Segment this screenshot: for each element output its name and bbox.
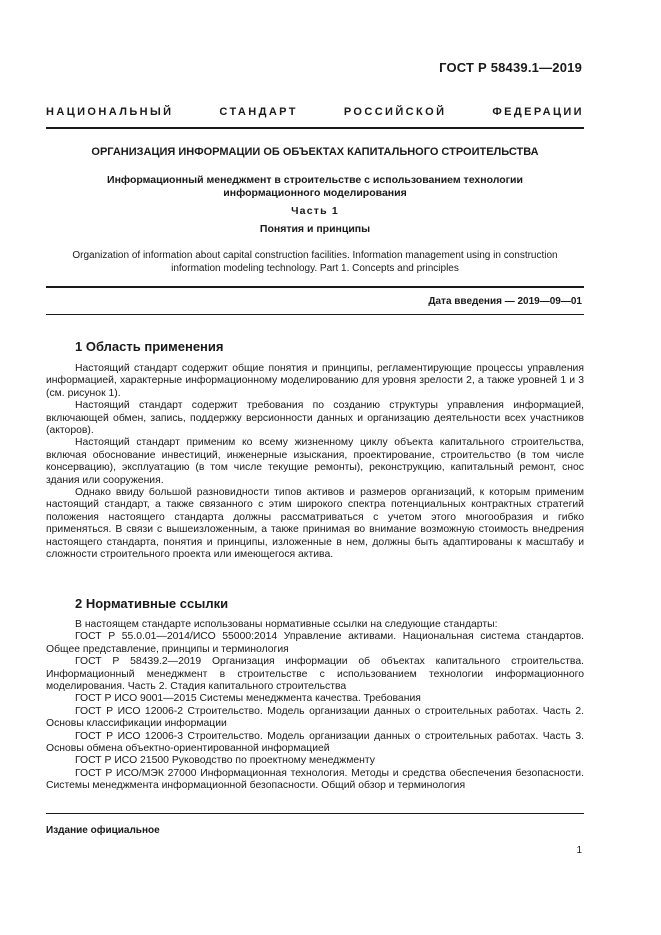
gost-code: ГОСТ Р 58439.1—2019	[439, 60, 582, 75]
section-1-paragraph: Настоящий стандарт содержит требования по созданию структуры управления информацией, включающей обмен, запись, поддержку версионности данных и организацию деятельности всех участников (акторов).	[46, 400, 584, 437]
national-standard-banner: НАЦИОНАЛЬНЫЙ СТАНДАРТ РОССИЙСКОЙ ФЕДЕРАЦИИ	[46, 106, 584, 118]
part-name: Понятия и принципы	[259, 223, 371, 235]
official-edition-label: Издание официальное	[46, 825, 160, 836]
section-1-paragraph: Настоящий стандарт применим ко всему жизненному циклу объекта капитального строительства, включая обоснование инвестиций, инженерные изыскания, проектирование, строительство (в том числе консервацию), эксплуатацию (в том числе текущие ремонты), реконструкцию, капитальный ремонт, снос здания или сооружения.	[46, 437, 584, 486]
title-rule	[46, 286, 584, 288]
section-1-heading: 1 Область применения	[75, 339, 224, 354]
footer-rule	[46, 813, 584, 814]
reference-item: ГОСТ Р ИСО 12006-3 Строительство. Модель организации данных о строительных работах. Часть 3. Основы обмена объектно-ориентированной информацией	[46, 730, 584, 755]
section-1-body	[46, 363, 584, 562]
section-2-heading: 2 Нормативные ссылки	[75, 596, 229, 611]
section-1-paragraph: Однако ввиду большой разновидности типов активов и размеров организаций, к которым применим настоящий стандарт, а также связанного с этим широкого спектра потенциальных контрактных стратегий положения настоящего стандарта должны рассматриваться с учетом этого многообразия и гибко применяться. В связи с вышеизложенным, а также принимая во внимание возможную стоимость внедрения настоящего стандарта, понятия и принципы, изложенные в нем, должны быть адаптированы к масштабу и сложности строительного проекта или имеющегося актива.	[46, 487, 584, 561]
page-number: 1	[576, 845, 582, 856]
section-2-body	[46, 619, 584, 793]
date-rule	[46, 314, 584, 315]
document-subtitle: Информационный менеджмент в строительстве с использованием технологии информационного моделирования	[107, 174, 523, 199]
reference-item: ГОСТ Р ИСО 9001—2015 Системы менеджмента качества. Требования	[75, 693, 421, 705]
reference-item: ГОСТ Р 55.0.01—2014/ИСО 55000:2014 Управление активами. Национальная система стандартов. Общее представление, принципы и терминология	[46, 631, 584, 655]
section-1-paragraph: Настоящий стандарт содержит общие понятия и принципы, регламентирующие процессы управления информацией, характерные информационному моделированию для уровня зрелости 2, а также уровней 1 и 3 (см. рисунок 1).	[46, 363, 584, 399]
reference-item: В настоящем стандарте использованы нормативные ссылки на следующие стандарты:	[75, 619, 498, 630]
reference-item: ГОСТ Р ИСО 21500 Руководство по проектному менеджменту	[75, 755, 375, 767]
introduction-date: Дата введения — 2019—09—01	[428, 296, 582, 307]
part-label: Часть 1	[291, 205, 339, 217]
reference-item: ГОСТ Р ИСО 12006-2 Строительство. Модель организации данных о строительных работах. Часть 2. Основы классификации информации	[46, 705, 584, 730]
header-rule	[46, 127, 584, 129]
english-title: Organization of information about capital construction facilities. Information management using in construction information modeling technology. Part 1. Concepts and principles	[72, 250, 558, 274]
reference-item: ГОСТ Р 58439.2—2019 Организация информации об объектах капитального строительства. Информационный менеджмент в строительстве с использованием технологии информационного моделирования. Часть 2. Стадия капитального строительства	[46, 656, 584, 693]
document-title: ОРГАНИЗАЦИЯ ИНФОРМАЦИИ ОБ ОБЪЕКТАХ КАПИТАЛЬНОГО СТРОИТЕЛЬСТВА	[91, 146, 539, 158]
reference-item: ГОСТ Р ИСО/МЭК 27000 Информационная технология. Методы и средства обеспечения безопасности. Системы менеджмента информационной безопасности. Общий обзор и терминология	[46, 767, 584, 792]
